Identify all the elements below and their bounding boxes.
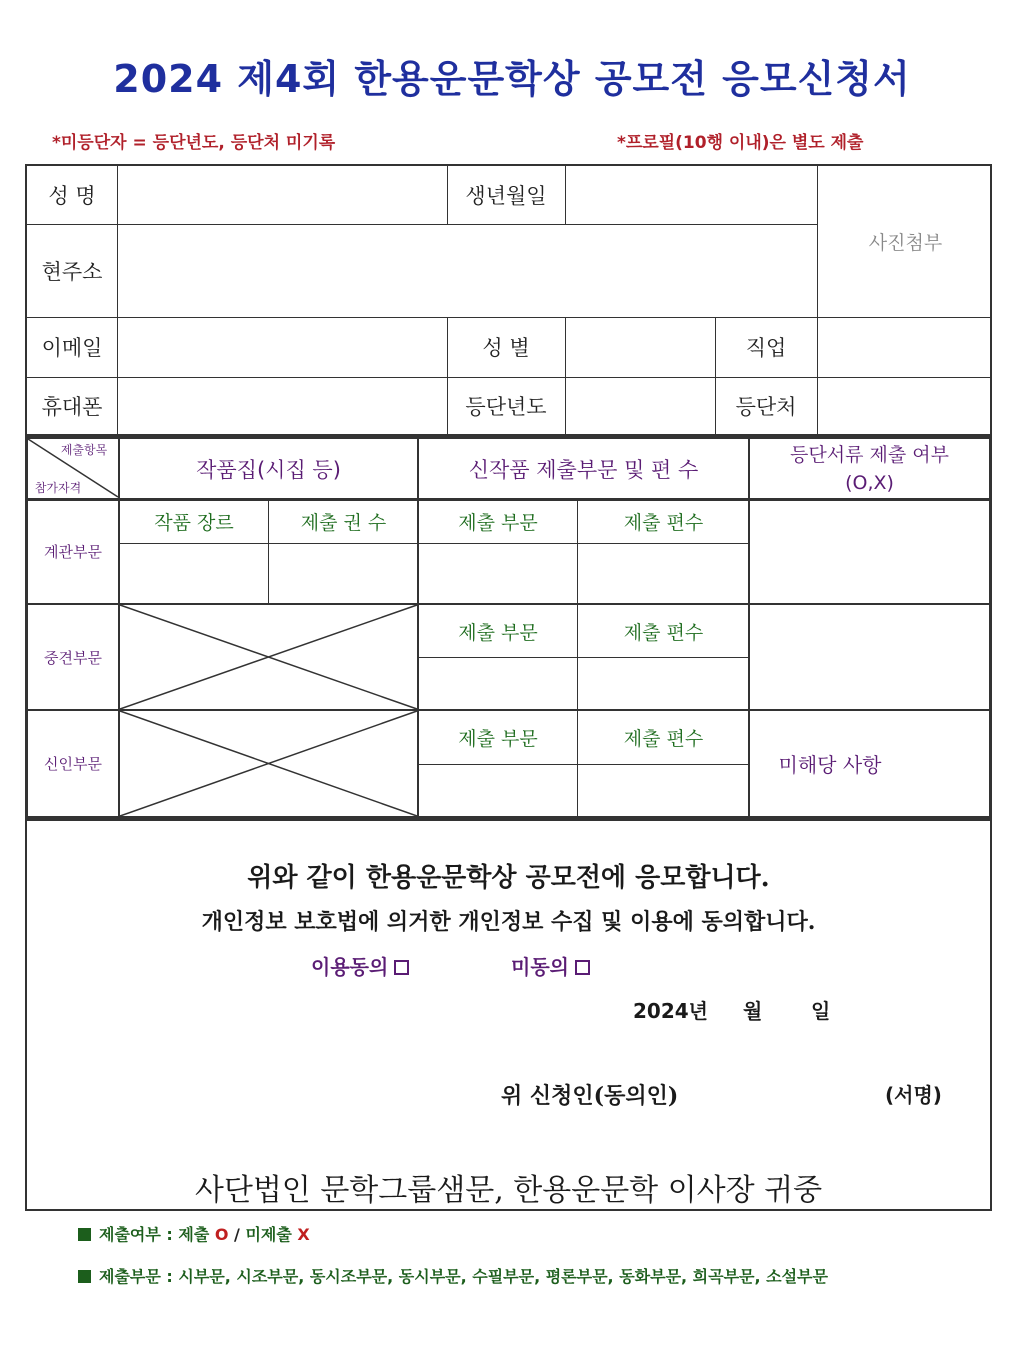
not-applicable-note: 미해당 사항: [778, 753, 882, 777]
note-undebuted: *미등단자 = 등단년도, 등단처 미기록: [52, 133, 336, 153]
input-debut-year[interactable]: [567, 377, 713, 434]
date-day: 일: [811, 999, 831, 1023]
bullet-square-icon: [78, 1228, 91, 1241]
disagree-label: 미동의: [511, 955, 569, 979]
page-title: 2024 제4회 한용운문학상 공모전 응모신청서: [113, 57, 911, 101]
label-debut-place: 등단처: [735, 394, 797, 419]
footer-submit-status: [78, 1222, 310, 1245]
statement-box: [25, 819, 992, 1211]
agree-checkbox[interactable]: [394, 960, 409, 975]
footer-not-submit-label: 미제출: [245, 1225, 292, 1244]
row-mid-label: 중견부문: [44, 648, 102, 667]
senior-volumes-input[interactable]: [270, 545, 417, 603]
input-job[interactable]: [819, 317, 992, 377]
senior-section-input[interactable]: [419, 545, 577, 603]
footer-sections: [78, 1264, 828, 1287]
label-debut-year: 등단년도: [465, 394, 547, 419]
row-new-label: 신인부문: [44, 755, 102, 773]
label-address: 현주소: [41, 259, 103, 284]
senior-genre-label: 작품 장르: [154, 512, 234, 534]
disagree-checkbox[interactable]: [575, 960, 590, 975]
date-year: 2024년: [633, 999, 708, 1023]
label-email: 이메일: [41, 336, 103, 360]
header-new-work: 신작품 제출부문 및 편 수: [468, 457, 699, 482]
personal-info-table: [25, 164, 992, 436]
submission-table: [25, 436, 992, 819]
senior-count-input[interactable]: [579, 545, 748, 603]
agree-option[interactable]: [311, 951, 409, 980]
agree-label: 이용동의: [311, 955, 389, 979]
label-birth: 생년월일: [465, 184, 547, 208]
corner-qualification: 참가자격: [34, 480, 82, 495]
footer-submit-label: 제출여부 : 제출: [99, 1225, 210, 1244]
new-count-label: 제출 편수: [623, 728, 704, 750]
new-section-label: 제출 부문: [458, 728, 538, 750]
header-debut-docs-line2: (O,X): [845, 471, 894, 494]
senior-genre-input[interactable]: [120, 545, 268, 603]
mid-section-label: 제출 부문: [458, 621, 538, 644]
applicant-label: 위 신청인(동의인): [501, 1083, 679, 1109]
date-month: 월: [743, 999, 763, 1023]
label-job: 직업: [745, 336, 787, 360]
mid-count-input[interactable]: [579, 659, 748, 709]
bullet-square-icon: [78, 1270, 91, 1283]
header-debut-docs: [750, 439, 989, 498]
mid-section-input[interactable]: [419, 659, 577, 709]
header-debut-docs-line1: 등단서류 제출 여부: [790, 443, 949, 466]
row-senior-label: 계관부문: [44, 543, 102, 561]
input-debut-place[interactable]: [819, 377, 992, 434]
mid-count-label: 제출 편수: [623, 621, 704, 644]
input-phone[interactable]: [119, 377, 445, 434]
input-email[interactable]: [119, 317, 445, 377]
senior-count-label: 제출 편수: [623, 512, 704, 534]
disagree-option[interactable]: [511, 951, 590, 980]
input-birth[interactable]: [567, 166, 815, 224]
statement-line2: 개인정보 보호법에 의거한 개인정보 수집 및 이용에 동의합니다.: [201, 909, 816, 935]
recipient-line: 사단법인 문학그룹샘문, 한용운문학 이사장 귀중: [194, 1173, 823, 1208]
new-section-input[interactable]: [419, 766, 577, 816]
label-phone: 휴대폰: [41, 394, 103, 419]
label-gender: 성 별: [482, 336, 530, 360]
senior-volumes-label: 제출 권 수: [300, 512, 387, 534]
input-gender[interactable]: [567, 317, 713, 377]
mid-debut-docs-input[interactable]: [750, 605, 989, 709]
new-count-input[interactable]: [579, 766, 748, 816]
corner-submit-items: 제출항목: [60, 442, 108, 457]
footer-not-submit-x: X: [297, 1225, 310, 1244]
footer-submit-o: O: [214, 1225, 229, 1244]
input-address[interactable]: [119, 224, 815, 317]
note-profile: *프로필(10행 이내)은 별도 제출: [617, 133, 864, 153]
senior-debut-docs-input[interactable]: [750, 500, 989, 603]
signature-label[interactable]: (서명): [885, 1083, 942, 1107]
label-name: 성 명: [48, 184, 96, 208]
footer-sections-text: 제출부문 : 시부문, 시조부문, 동시조부문, 동시부문, 수필부문, 평론부문, 동화부문, 희곡부문, 소설부문: [99, 1267, 828, 1286]
footer-slash: /: [234, 1225, 240, 1244]
header-collection: 작품집(시집 등): [196, 457, 341, 482]
photo-placeholder[interactable]: 사진첨부: [868, 232, 943, 254]
senior-section-label: 제출 부문: [458, 512, 538, 534]
statement-line1: 위와 같이 한용운문학상 공모전에 응모합니다.: [247, 863, 770, 893]
input-name[interactable]: [119, 166, 445, 224]
